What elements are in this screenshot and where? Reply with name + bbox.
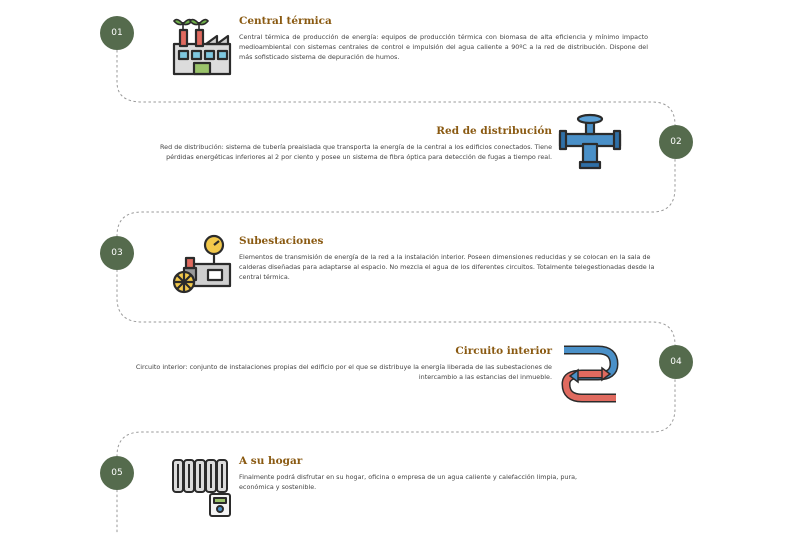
step-title-02: Red de distribución (436, 125, 552, 137)
step-number-badge-01: 01 (100, 16, 134, 50)
step-title-05: A su hogar (239, 455, 303, 467)
step-description-01: Central térmica de producción de energía: equipos de producción térmica con biomasa de alta eficiencia y mínimo impacto medioambiental con sistemas centrales de control e impulsión del agua caliente a 90ºC a la red de distribución. Dispone del más sofisticado sistema de depuración de humos. (239, 33, 648, 61)
step-description-05: Finalmente podrá disfrutar en su hogar, oficina o empresa de un agua caliente y calefacción limpia, pura, económica y sostenible. (239, 473, 578, 491)
substation-icon (170, 234, 234, 298)
hot-cold-pipes-icon (558, 342, 622, 406)
step-number-badge-02: 02 (659, 125, 693, 159)
step-description-03: Elementos de transmisión de energía de la red a la instalación interior. Poseen dimensiones reducidas y se colocan en la sala de calderas diseñadas para adaptarse al espacio. No mezcla el agua de los diferentes circuitos. Totalmente telegestionadas desde la central térmica. (239, 253, 655, 281)
pipe-valve-icon (558, 110, 622, 174)
step-description-04: Circuito interior: conjunto de instalaciones propias del edificio por el que se distribuye la energía liberada de las subestaciones de intercambio a las estancias del inmueble. (135, 363, 552, 381)
step-number-badge-05: 05 (100, 456, 134, 490)
step-title-01: Central térmica (239, 15, 332, 27)
step-number-badge-04: 04 (659, 345, 693, 379)
radiator-icon (170, 454, 234, 518)
step-title-03: Subestaciones (239, 235, 324, 247)
step-description-02: Red de distribución: sistema de tubería preaislada que transporta la energía de la central a los edificios conectados. Tiene pérdidas energéticas inferiores al 2 por ciento y posee un sistema de fibra óptica para detección de fugas a tiempo real. (160, 143, 552, 161)
factory-icon (170, 14, 234, 78)
step-number-badge-03: 03 (100, 236, 134, 270)
step-title-04: Circuito interior (455, 345, 552, 357)
